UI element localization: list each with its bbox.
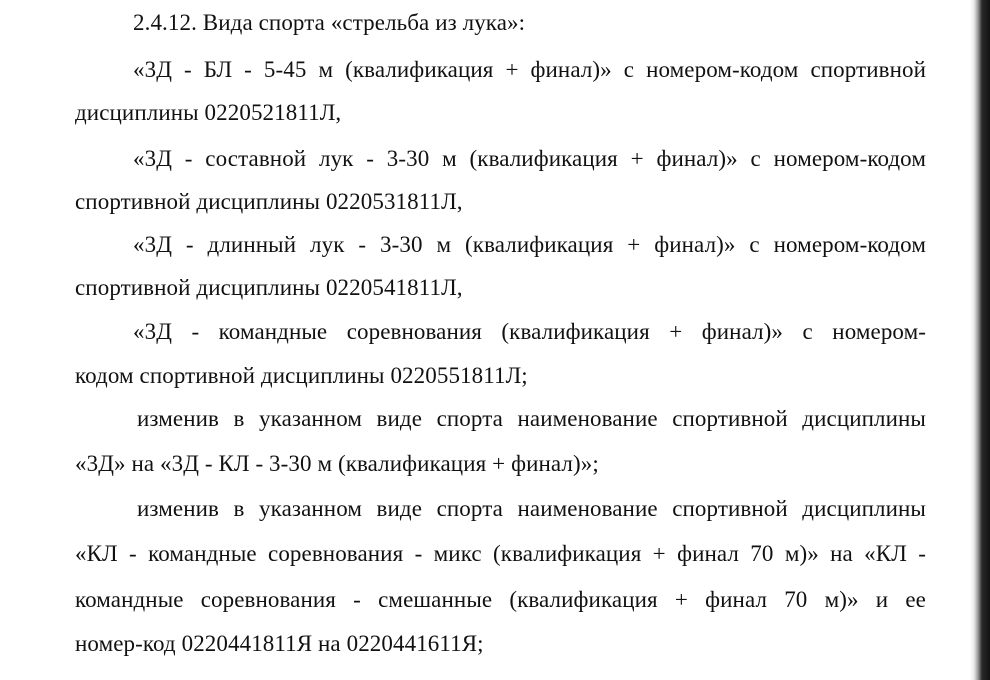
text-line: номер-код 0220441811Я на 0220441611Я; xyxy=(75,631,484,656)
text-line: «3Д» на «3Д - КЛ - 3-30 м (квалификация + финал)»; xyxy=(75,451,599,476)
text-line: изменив в указанном виде спорта наименование спортивной дисциплины xyxy=(137,496,926,521)
text-line: дисциплины 0220521811Л, xyxy=(75,100,342,125)
text-line: «КЛ - командные соревнования - микс (квалификация + финал 70 м)» на «КЛ - xyxy=(75,541,926,566)
text-line: кодом спортивной дисциплины 0220551811Л; xyxy=(75,363,528,388)
section-heading: 2.4.12. Вида спорта «стрельба из лука»: xyxy=(133,10,526,35)
text-line: спортивной дисциплины 0220541811Л, xyxy=(75,275,463,300)
text-line: спортивной дисциплины 0220531811Л, xyxy=(75,189,463,214)
scan-edge xyxy=(970,0,990,680)
text-line: «3Д - составной лук - 3-30 м (квалификация + финал)» с номером-кодом xyxy=(133,146,926,171)
text-line: «3Д - командные соревнования (квалификация + финал)» с номером- xyxy=(133,319,926,344)
text-line: командные соревнования - смешанные (квалификация + финал 70 м)» и ее xyxy=(75,587,926,612)
text-line: «3Д - БЛ - 5-45 м (квалификация + финал)» с номером-кодом спортивной xyxy=(133,57,926,82)
text-line: изменив в указанном виде спорта наименование спортивной дисциплины xyxy=(137,406,926,431)
text-line: «3Д - длинный лук - 3-30 м (квалификация + финал)» с номером-кодом xyxy=(133,232,926,257)
